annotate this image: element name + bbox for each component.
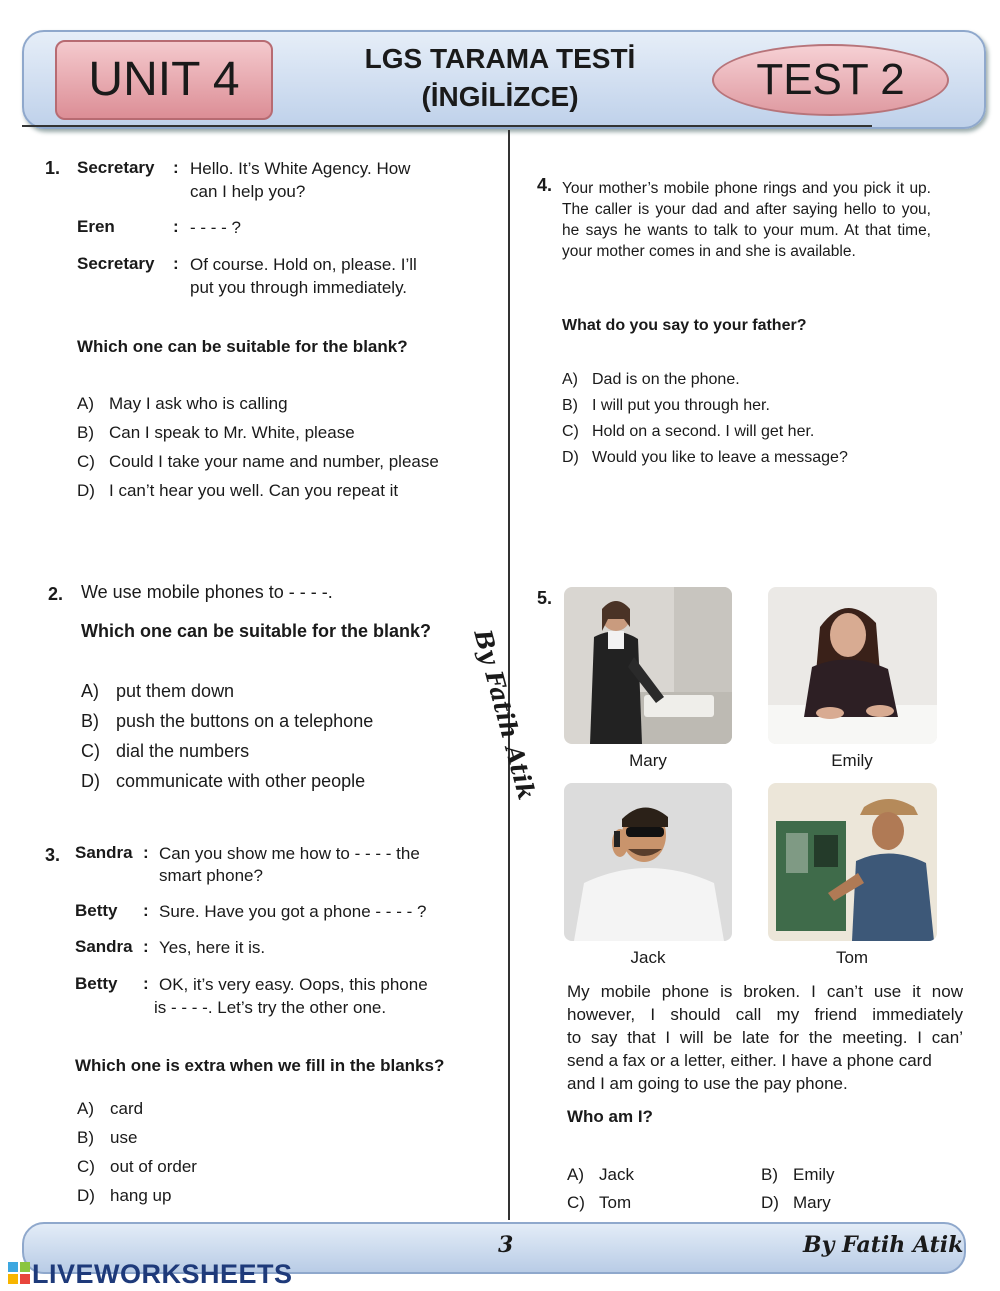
man-at-pay-phone-image xyxy=(768,783,937,941)
option[interactable]: A) Jack xyxy=(567,1165,634,1184)
q1-line: Hello. It’s White Agency. How xyxy=(190,159,411,178)
photo-mary[interactable] xyxy=(564,587,732,744)
q1-line: put you through immediately. xyxy=(190,278,408,297)
option[interactable]: C) out of order xyxy=(77,1157,197,1176)
caption-jack: Jack xyxy=(630,948,666,967)
unit-label: UNIT 4 xyxy=(55,40,273,120)
q3-line: Can you show me how to - - - - the xyxy=(159,844,420,863)
q5-number: 5. xyxy=(537,588,553,608)
man-on-mobile-image xyxy=(564,783,732,941)
q2-number: 2. xyxy=(48,584,64,604)
page-title: LGS TARAMA TESTİ (İNGİLİZCE) xyxy=(364,43,636,112)
photo-jack[interactable] xyxy=(564,783,732,941)
option[interactable]: C) Could I take your name and number, please xyxy=(77,452,439,471)
q1-question: Which one can be suitable for the blank? xyxy=(77,337,408,356)
watermark-signature: By Fatih Atik xyxy=(468,626,542,803)
q4-options xyxy=(562,368,848,472)
q4-stem: Your mother’s mobile phone rings and you pick it up. The caller is your dad and after saying hello to you, he says he wants to talk to your mum. At that time, your mother comes in and she is available. xyxy=(562,180,931,260)
option[interactable]: B) Can I speak to Mr. White, please xyxy=(77,423,355,442)
passage-line: My mobile phone is broken. I can’t use it now xyxy=(567,982,963,1001)
q1-colon: : xyxy=(173,217,179,236)
option[interactable]: B) push the buttons on a telephone xyxy=(81,711,374,731)
q5-passage xyxy=(567,980,963,1095)
q3-line: OK, it’s very easy. Oops, this phone xyxy=(159,975,428,994)
photo-emily[interactable] xyxy=(768,587,937,744)
option[interactable]: A) May I ask who is calling xyxy=(77,394,288,413)
option[interactable]: D) Mary xyxy=(761,1193,831,1212)
passage-line: and I am going to use the pay phone. xyxy=(567,1074,848,1093)
woman-at-fax-image xyxy=(564,587,732,744)
q2-options xyxy=(81,680,373,800)
q1-speaker: Eren xyxy=(77,217,115,236)
q3-line: smart phone? xyxy=(159,866,263,885)
q3-speaker: Betty xyxy=(75,974,118,993)
liveworksheets-logo-icon xyxy=(8,1262,30,1284)
q3-line: Yes, here it is. xyxy=(159,938,266,957)
q1-line: - - - - ? xyxy=(190,218,241,237)
q4-question: What do you say to your father? xyxy=(562,317,807,334)
q3-colon: : xyxy=(143,843,149,862)
q1-colon: : xyxy=(173,254,179,273)
q3-line: Sure. Have you got a phone - - - - ? xyxy=(159,902,427,921)
q1-speaker: Secretary xyxy=(77,158,155,177)
q1-number: 1. xyxy=(45,158,61,178)
passage-line: however, I should call my friend immediately xyxy=(567,1005,963,1024)
option[interactable]: C) Hold on a second. I will get her. xyxy=(562,423,815,440)
q1-colon: : xyxy=(173,158,179,177)
option[interactable]: A) Dad is on the phone. xyxy=(562,371,740,388)
option[interactable]: A) card xyxy=(77,1099,144,1118)
q3-speaker: Sandra xyxy=(75,843,133,862)
header-divider xyxy=(22,125,872,127)
liveworksheets-logo[interactable]: LIVEWORKSHEETS xyxy=(32,1259,293,1289)
q3-options xyxy=(77,1097,197,1213)
caption-tom: Tom xyxy=(835,948,869,967)
option[interactable]: A) put them down xyxy=(81,681,235,701)
q4-number: 4. xyxy=(537,175,553,195)
q3-colon: : xyxy=(143,974,149,993)
q3-line: is - - - -. Let’s try the other one. xyxy=(154,998,387,1017)
passage-line: send a fax or a letter, either. I have a phone card xyxy=(567,1051,932,1070)
option[interactable]: D) communicate with other people xyxy=(81,771,366,791)
photo-tom[interactable] xyxy=(768,783,937,941)
option[interactable]: B) Emily xyxy=(761,1165,835,1184)
option[interactable]: D) Would you like to leave a message? xyxy=(562,449,848,466)
q1-line: Of course. Hold on, please. I’ll xyxy=(190,255,417,274)
caption-mary: Mary xyxy=(629,751,667,770)
option[interactable]: D) I can’t hear you well. Can you repeat it xyxy=(77,481,399,500)
passage-line: to say that I will be late for the meeting. I can’ xyxy=(567,1028,963,1047)
q3-question: Which one is extra when we fill in the blanks? xyxy=(75,1056,445,1075)
page-number: 3 xyxy=(498,1232,514,1258)
option[interactable]: C) dial the numbers xyxy=(81,741,250,761)
woman-writing-image xyxy=(768,587,937,744)
q2-question: Which one can be suitable for the blank? xyxy=(81,621,432,641)
option[interactable]: D) hang up xyxy=(77,1186,172,1205)
q1-speaker: Secretary xyxy=(77,254,155,273)
caption-emily: Emily xyxy=(831,751,873,770)
q3-colon: : xyxy=(143,937,149,956)
q1-line: can I help you? xyxy=(190,182,306,201)
q2-stem: We use mobile phones to - - - -. xyxy=(81,582,333,602)
q3-speaker: Betty xyxy=(75,901,118,920)
q3-speaker: Sandra xyxy=(75,937,133,956)
q5-question: Who am I? xyxy=(567,1107,653,1126)
option[interactable]: B) I will put you through her. xyxy=(562,397,770,414)
footer-signature: By Fatih Atik xyxy=(803,1232,964,1258)
q3-colon: : xyxy=(143,901,149,920)
test-label: TEST 2 xyxy=(712,44,949,116)
q1-options xyxy=(77,392,439,508)
option[interactable]: C) Tom xyxy=(567,1193,632,1212)
q3-number: 3. xyxy=(45,845,61,865)
option[interactable]: B) use xyxy=(77,1128,138,1147)
